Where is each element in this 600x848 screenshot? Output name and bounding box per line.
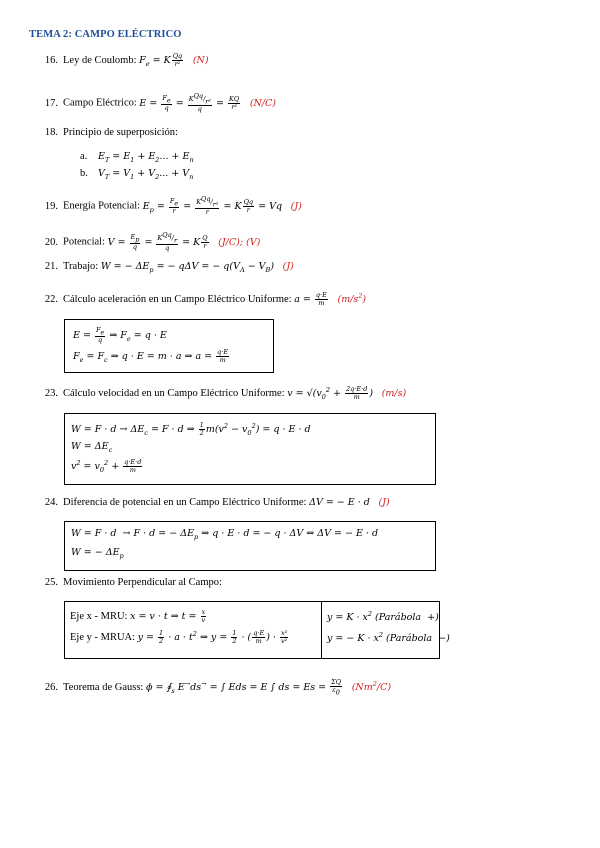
item-formula: $F_e = K$ $\frac{Qq}{\text{r²}}$ <box>139 52 183 68</box>
item-formula: ΔV = − E · d <box>309 497 370 508</box>
box-line <box>70 630 289 645</box>
item-label: Principio de superposición: <box>63 127 178 138</box>
item-22 <box>38 292 366 307</box>
item-label: Movimiento Perpendicular al Campo: <box>63 577 222 588</box>
item-label: Trabajo: <box>63 261 99 272</box>
item-unit: (N) <box>192 55 209 66</box>
item-unit: (J) <box>282 261 294 272</box>
item-label: Ley de Coulomb: <box>63 55 137 66</box>
box-line: $y = K \cdot x^2$ (Parábola +) <box>327 610 439 624</box>
item-formula: $E_p$ = $\frac{F_e}{r}$ = $\frac{K^{Qq}/_{r^2}}{r}$ = K $\frac{Qq}{r}$ = Vq <box>142 195 283 217</box>
axis-label: Eje y - MRUA: <box>70 632 136 644</box>
box-line: W = − $\Delta E_p$ <box>71 547 124 560</box>
formula-box-24 <box>64 521 436 571</box>
item-unit: (J) <box>378 497 390 508</box>
item-number: 19. <box>44 200 58 212</box>
item-number: 16. <box>44 55 58 66</box>
item-formula: x = v · t ⇒ t = $\frac{x}{v}$ <box>130 608 206 624</box>
item-unit: (Nm$^2$/C) <box>351 680 392 694</box>
item-label: Energía Potencial: <box>63 200 141 212</box>
page-title: TEMA 2: CAMPO ELÉCTRICO <box>29 29 182 40</box>
list-mark: a. <box>80 151 88 162</box>
box-line: y = − $K \cdot x^2$ (Parábola −) <box>327 631 450 645</box>
box-line: W = F · d → F · d = − $\Delta E_p$ ⇒ q · E · d = − q · ΔV ⇒ ΔV = − E · d <box>71 528 379 541</box>
item-number: 23. <box>44 388 58 400</box>
box-line: $F_e = F_c$ ⇒ q · E = m · a ⇒ a = $\frac{q\cdot E}{m}$ <box>73 348 229 364</box>
item-formula: $\phi = ∮_s$ E→ds→ = ∫ Eds = E ∫ ds = Es = $\frac{\Sigma Q}{\varepsilon_0}$ <box>145 678 342 697</box>
item-formula: W = − $\Delta E_p$ = − qΔV = − $q(V_A - V_B)$ <box>100 261 275 274</box>
item-label: Teorema de Gauss: <box>63 682 144 694</box>
item-23 <box>38 386 406 401</box>
item-number: 18. <box>44 127 58 138</box>
item-17 <box>38 93 276 113</box>
superposition-b <box>80 168 193 181</box>
item-number: 25. <box>44 577 58 588</box>
item-label: Cálculo velocidad en un Campo Eléctrico Uniforme: <box>63 388 285 400</box>
item-unit: (J/C); (V) <box>218 236 261 248</box>
item-formula: y = $\frac{1}{2}$ · $a \cdot t^2$ ⇒ y = $\frac{1}{2}$ · ( $\frac{q\cdot E}{m}$ ) · $\frac{\text{x²}}{\text{v²}}$ <box>137 629 288 646</box>
item-unit: $(m/s^2)$ <box>337 292 367 306</box>
item-number: 24. <box>44 497 58 508</box>
item-formula: $E_T = E_1 + E_2$... + $E_n$ <box>98 151 194 164</box>
item-label: Campo Eléctrico: <box>63 97 137 109</box>
item-formula: V = $\frac{E_p}{q}$ = $\frac{K^{Qq}/_r}{q}$ = K $\frac{Q}{r}$ <box>107 231 208 253</box>
formula-box-25 <box>64 601 450 659</box>
item-number: 20. <box>44 236 58 248</box>
box-divider <box>321 602 322 658</box>
item-26 <box>38 679 391 696</box>
item-18 <box>38 127 178 138</box>
formula-box-22 <box>64 319 274 373</box>
item-formula: $V_T = V_1 + V_2$... + $V_n$ <box>98 168 194 181</box>
item-formula: E = $\frac{F_e}{q}$ = $\frac{K^{Qq}/_{r^2}}{q}$ = $\frac{KQ}{\text{r²}}$ <box>139 92 240 114</box>
item-19 <box>38 196 302 216</box>
item-number: 22. <box>44 294 58 306</box>
item-formula: a = $\frac{q\cdot E}{m}$ <box>294 291 327 308</box>
axis-label: Eje x - MRU: <box>70 611 128 622</box>
box-line: $W = F \cdot d \to \Delta E_c = F \cdot d$ ⇒ $\frac{1}{2}$ $m(v^2 - v_0^2) = q \cdot E \cdot d$ <box>71 421 311 438</box>
box-line: E = $\frac{F_e}{q}$ ⇒ $F_e = q \cdot E$ <box>73 326 167 345</box>
item-formula: $v = √(v_0^2$ + $\frac{2q\cdot E\cdot d}{m}$ ) <box>287 385 374 402</box>
item-25 <box>38 577 222 588</box>
item-unit: (N/C) <box>249 97 277 109</box>
superposition-a <box>80 151 194 164</box>
box-line <box>70 609 207 624</box>
box-line: $W = \Delta E_c$ <box>71 441 113 454</box>
item-number: 26. <box>44 682 58 694</box>
item-number: 17. <box>44 97 58 109</box>
list-mark: b. <box>80 168 88 179</box>
item-21 <box>38 261 294 274</box>
item-unit: (J) <box>290 200 302 212</box>
item-label: Diferencia de potencial en un Campo Eléctrico Uniforme: <box>63 497 307 508</box>
item-number: 21. <box>44 261 58 272</box>
item-label: Cálculo aceleración en un Campo Eléctrico Uniforme: <box>63 294 292 306</box>
box-line: $v^2 = v_0^2$ + $\frac{q\cdot E\cdot d}{m}$ <box>71 458 142 475</box>
item-24 <box>38 497 390 508</box>
item-label: Potencial: <box>63 236 105 248</box>
item-20 <box>38 232 260 252</box>
item-16 <box>38 53 209 68</box>
formula-box-23 <box>64 413 436 485</box>
item-unit: (m/s) <box>381 388 407 400</box>
